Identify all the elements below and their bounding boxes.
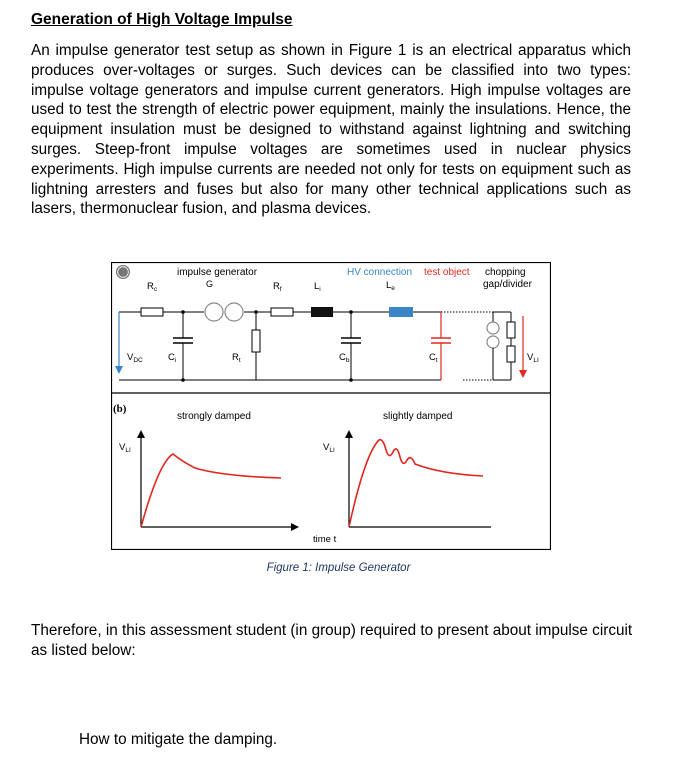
label-Cb: $C_b$ <box>339 352 350 364</box>
section-heading: Generation of High Voltage Impulse <box>31 11 293 28</box>
axis-left-y-arrow-icon <box>137 430 145 438</box>
hv-connection-Le <box>389 307 413 317</box>
label-chopping: chopping <box>485 267 526 278</box>
vli-arrow-icon <box>519 370 527 378</box>
label-Rc: $R_c$ <box>147 281 158 293</box>
label-G: G <box>206 279 214 289</box>
label-strongly-damped: strongly damped <box>177 411 251 422</box>
vdc-arrow-icon <box>115 366 123 374</box>
label-hv-connection: HV connection <box>347 267 413 278</box>
axes-right <box>349 436 491 527</box>
label-Le: $L_e$ <box>386 280 395 292</box>
curve-strongly-damped <box>141 454 281 527</box>
gap-sphere-right <box>225 303 243 321</box>
label-y-right: $V_{LI}$ <box>323 442 335 454</box>
inductor-Li <box>311 307 333 317</box>
label-panel-b: (b) <box>113 403 127 415</box>
label-Rt: $R_t$ <box>232 352 241 364</box>
gap-sphere-left <box>205 303 223 321</box>
label-slightly-damped: slightly damped <box>383 411 453 422</box>
test-object-Ct <box>431 312 451 380</box>
assessment-paragraph: Therefore, in this assessment student (in group) required to present about impulse circuit as listed below: <box>31 622 633 659</box>
label-Ct: $C_t$ <box>429 352 438 364</box>
label-gap-divider: gap/divider <box>483 279 532 290</box>
label-Ci: $C_i$ <box>168 352 177 364</box>
label-VLI: $V_{LI}$ <box>527 352 539 364</box>
axes-left <box>141 436 293 527</box>
impulse-generator-figure <box>111 262 551 550</box>
list-item: How to mitigate the damping. <box>79 731 278 748</box>
panel-a-badge-icon <box>116 265 130 279</box>
curve-slightly-damped <box>349 440 483 527</box>
intro-paragraph: An impulse generator test setup as shown in Figure 1 is an electrical apparatus which produces over-voltages or surges. Such devices can be classified into two types: impulse voltage generators and impulse current generators. High impulse voltages are used to test the strength of electric power equipment, mainly the insulations. Hence, the equipment insulation must be designed to withstand against lightning and switching surges. Steep-front impulse voltages are sometimes used in nuclear physics experiments. High impulse currents are needed not only for tests on equipment such as lightning arresters and fuses but also for many other technical applications such as lasers, thermonuclear fusion, and plasma devices. <box>31 42 631 218</box>
label-Vdc: $V_{DC}$ <box>127 352 143 364</box>
label-time-axis: time t <box>313 534 337 545</box>
axis-right-y-arrow-icon <box>345 430 353 438</box>
label-y-left: $V_{LI}$ <box>119 442 131 454</box>
label-Rf: $R_f$ <box>273 281 282 293</box>
figure-frame <box>112 263 551 550</box>
axis-left-x-arrow-icon <box>291 523 299 531</box>
chopping-gap <box>487 312 515 380</box>
capacitor-Ci <box>173 312 193 380</box>
capacitor-Cb <box>341 312 361 380</box>
label-impulse-generator: impulse generator <box>177 267 258 278</box>
resistor-Rt <box>252 312 260 380</box>
figure-caption: Figure 1: Impulse Generator <box>266 562 411 574</box>
label-Li: $L_i$ <box>314 281 321 293</box>
label-test-object: test object <box>424 267 470 278</box>
